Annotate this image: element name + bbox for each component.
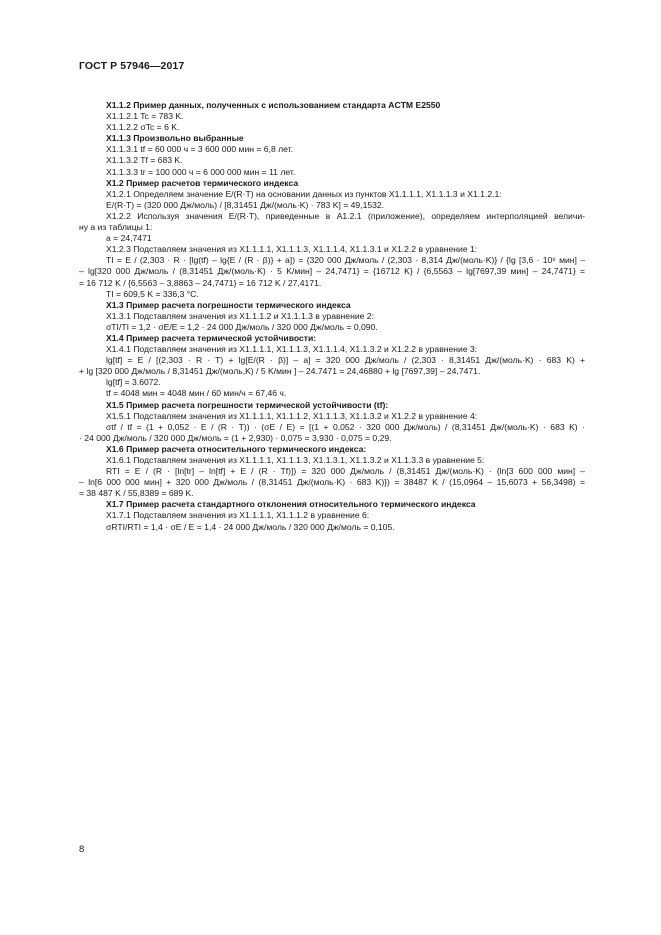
section-heading: X1.1.3 Произвольно выбранные (106, 133, 244, 144)
paragraph: X1.2.3 Подставляем значения из X1.1.1.1, X1.1.1.3, X1.1.1.4, X1.1.3.1 и X1.2.2 в уравнение 1: (106, 244, 478, 255)
formula: lg[tf] = E / [(2,303 · R · T) + lg[E/(R · β)] – a] = 320 000 Дж/моль / (2,303 · 8,31451 Дж/(моль·K) · 683 K) + (106, 355, 585, 366)
paragraph: X1.2.2 Используя значения E/(R·T), приведенные в A1.2.1 (приложение), определяем интерполяцией величи- (106, 210, 585, 221)
section-heading: X1.4 Пример расчета термической устойчивости: (106, 332, 317, 343)
formula: lg[tf] = 3.6072. (106, 377, 161, 388)
page-number: 8 (79, 844, 85, 855)
formula: TI = E / (2,303 · R · [lg(tf) – lg{E / (R · β)} + a]) = {320 000 Дж/моль / (2,303 · 8,314 Дж/(моль·K)} / {lg [3,6 · 10⁶ мин] – (106, 255, 585, 266)
section-heading: X1.6 Пример расчета относительного термического индекса: (106, 443, 367, 454)
page-header: ГОСТ Р 57946—2017 (79, 60, 185, 72)
document-body (79, 100, 585, 533)
section-heading: X1.1.2 Пример данных, полученных с использованием стандарта ACTM E2550 (106, 100, 441, 110)
formula: – ln[6 000 000 мин] + 320 000 Дж/моль / (8,31451 Дж/(моль·K) · 683 K)}) = 38487 K / (15,0964 – 15,6073 + 56,3498) = (79, 477, 585, 488)
section-heading: X1.3 Пример расчета погрешности термического индекса (106, 299, 351, 310)
paragraph: X1.1.2.1 Tc = 783 K. (106, 111, 184, 122)
formula: σtf / tf = (1 + 0,052 · E / (R · T)) · (σE / E) = [(1 + 0,052 · 320 000 Дж/моль) / (8,31451 Дж/(моль·K) · 683 K) · (106, 421, 585, 432)
paragraph: X1.1.3.2 Tf = 683 K. (106, 155, 183, 166)
formula: E/(R·T) = (320 000 Дж/моль) / [8,31451 Дж/(моль·K) · 783 K] = 49,1532. (106, 199, 385, 210)
formula: · 24 000 Дж/моль / 320 000 Дж/моль = (1 + 2,930) · 0,075 = 3,930 · 0,075 = 0,29. (79, 432, 392, 443)
formula: = 16 712 K / {6,5563 – 3,8863 – 24,7471} = 16 712 K / 27,4171. (79, 277, 322, 288)
formula: – lg[320 000 Дж/моль / (8,31451 Дж/(моль·K) · 5 K/мин] – 24,7471} = {16712 K} / {6,5563 – lg[7697,39 мин] – 24,7471} = (79, 266, 585, 277)
paragraph: X1.7.1 Подставляем значения из X1.1.1.1, X1.1.1.2 в уравнение 6: (106, 510, 370, 521)
formula: TI = 609,5 K = 336,3 °C. (106, 288, 199, 299)
paragraph: X1.3.1 Подставляем значения из X1.1.1.2 и X1.1.1.3 в уравнение 2: (106, 310, 374, 321)
section-heading: X1.5 Пример расчета погрешности термической устойчивости (tf): (106, 399, 389, 410)
paragraph: X1.2.1 Определяем значение E/(R·T) на основании данных из пунктов X1.1.1.1, X1.1.1.3 и X1.1.2.1: (106, 188, 502, 199)
paragraph: X1.1.3.3 tr = 100 000 ч = 6 000 000 мин = 11 лет. (106, 166, 296, 177)
formula: + lg [320 000 Дж/моль / 8,31451 Дж/(моль,K) / 5 K/мин ] – 24.7471 = 24,46880 + lg [7697,39] – 24,7471. (79, 366, 481, 377)
paragraph: X1.4.1 Подставляем значения из X1.1.1.1, X1.1.1.3, X1.1.1.4, X1.1.3.2 и X1.2.2 в уравнение 3: (106, 344, 478, 355)
section-heading: X1.7 Пример расчета стандартного отклонения относительного термического индекса (106, 499, 476, 510)
formula: σRTI/RTI = 1,4 · σE / E = 1,4 · 24 000 Дж/моль / 320 000 Дж/моль = 0,105. (106, 521, 395, 532)
paragraph: X1.1.2.2 σTc = 6 K. (106, 122, 180, 133)
formula: a = 24,7471 (106, 233, 152, 244)
paragraph: ну a из таблицы 1: (79, 222, 153, 233)
formula: = 38 487 K / 55,8389 = 689 K. (79, 488, 194, 499)
paragraph: X1.1.3.1 tf = 60 000 ч = 3 600 000 мин = 6,8 лет. (106, 144, 293, 155)
formula: RTI = E / (R · [ln[tr] – ln[tf] + E / (R · Tf)]) = 320 000 Дж/моль / (8,31451 Дж/(моль·K) · {ln[3 600 000 мин] – (106, 466, 585, 477)
paragraph: X1.6.1 Подставляем значения из X1.1.1.1, X1.1.1.3, X1.1.3.1, X1.1.3.2 и X1.1.3.3 в уравнение 5: (106, 455, 485, 465)
section-heading: X1.2 Пример расчетов термического индекса (106, 177, 299, 188)
formula: tf = 4048 мин = 4048 мин / 60 мин/ч = 67,46 ч. (106, 388, 287, 399)
paragraph: X1.5.1 Подставляем значения из X1.1.1.1, X1.1.1.2, X1.1.1.3, X1.1.3.2 и X1.2.2 в уравнение 4: (106, 410, 478, 421)
formula: σTI/TI = 1,2 · σE/E = 1,2 · 24 000 Дж/моль / 320 000 Дж/моль = 0,090. (106, 321, 378, 332)
